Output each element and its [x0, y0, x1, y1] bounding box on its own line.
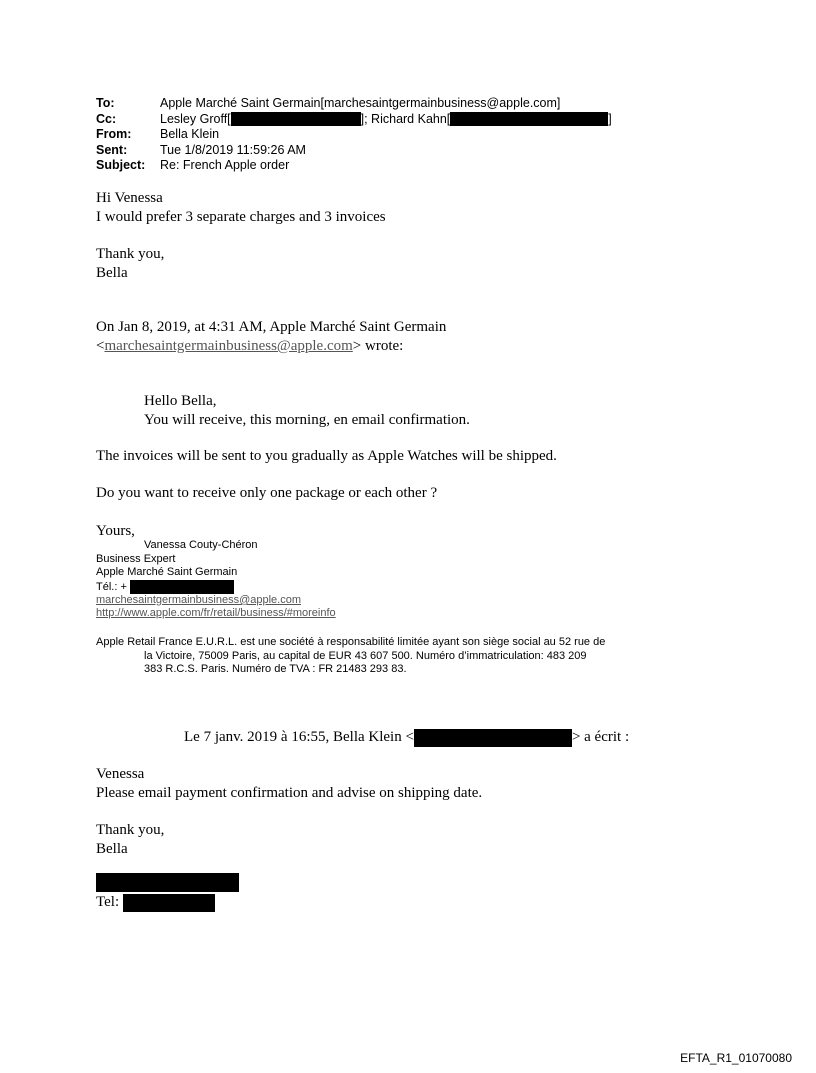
subject-value: Re: French Apple order	[160, 158, 290, 172]
quote1-intro-line: On Jan 8, 2019, at 4:31 AM, Apple Marché Saint Germain	[96, 319, 447, 335]
quote1-receive-line: You will receive, this morning, en email confirmation.	[144, 412, 470, 428]
quote1-hello	[144, 392, 470, 430]
to-row	[96, 96, 612, 112]
disclaimer-line: Apple Retail France E.U.R.L. est une société à responsabilité limitée ayant son siège social au 52 rue de	[96, 636, 606, 648]
redaction-box	[231, 112, 361, 126]
quote2-intro-start: Le 7 janv. 2019 à 16:55, Bella Klein <	[184, 729, 414, 745]
quote2-greeting: Venessa	[96, 766, 145, 782]
quote1-intro-end: > wrote:	[352, 338, 404, 354]
quote2-intro	[184, 728, 629, 747]
redaction-box	[96, 873, 239, 892]
disclaimer-line: la Victoire, 75009 Paris, au capital de EUR 43 607 500. Numéro d’immatriculation: 483 209	[144, 649, 587, 662]
sig-tel-row	[96, 580, 336, 594]
document-id: EFTA_R1_01070080	[680, 1051, 792, 1065]
from-label: From:	[96, 127, 132, 141]
sig-title: Business Expert	[96, 552, 176, 565]
sent-label: Sent:	[96, 142, 128, 157]
cc-label: Cc:	[96, 111, 117, 126]
quote1-intro-lt: <	[96, 338, 105, 354]
to-label: To:	[96, 96, 115, 110]
sig-name: Vanessa Couty-Chéron	[144, 539, 258, 551]
redaction-box	[130, 580, 234, 594]
reply-greeting: Hi Venessa	[96, 190, 163, 206]
quote2-tel-label: Tel:	[96, 894, 120, 910]
quote1-hello-line: Hello Bella,	[144, 393, 217, 409]
reply-line: I would prefer 3 separate charges and 3 invoices	[96, 209, 386, 225]
cc-value	[160, 112, 612, 128]
sent-value: Tue 1/8/2019 11:59:26 AM	[160, 142, 306, 157]
quote2-body	[96, 765, 482, 803]
subject-row	[96, 158, 612, 174]
subject-label: Subject:	[96, 158, 146, 172]
quote2-signoff	[96, 821, 164, 859]
redaction-box	[123, 894, 215, 912]
quote2-thanks: Thank you,	[96, 822, 165, 838]
reply-signoff	[96, 245, 164, 283]
quote1-yours: Yours,	[96, 523, 135, 539]
from-value: Bella Klein	[160, 127, 220, 141]
cc-name-1: Lesley Groff[	[160, 111, 231, 126]
email-header	[96, 96, 612, 174]
quote1-intro-email-line	[96, 337, 446, 356]
sig-store: Apple Marché Saint Germain	[96, 566, 238, 578]
sent-row	[96, 143, 612, 159]
cc-end: ]	[608, 111, 612, 126]
quote1-package: Do you want to receive only one package or each other ?	[96, 485, 438, 501]
signature	[96, 539, 336, 621]
redaction-box	[450, 112, 608, 126]
sender-email-link[interactable]: marchesaintgermainbusiness@apple.com	[104, 338, 353, 354]
reply-name: Bella	[96, 265, 128, 281]
quote2-name: Bella	[96, 841, 128, 857]
sig-tel-label: Tél.: +	[96, 580, 127, 593]
cc-row	[96, 112, 612, 128]
from-row	[96, 127, 612, 143]
quote1-invoices: The invoices will be sent to you gradually as Apple Watches will be shipped.	[96, 448, 557, 464]
reply-thanks: Thank you,	[96, 246, 165, 262]
redaction-box	[414, 729, 572, 747]
cc-separator: ]; Richard Kahn[	[360, 111, 451, 126]
sig-url-link[interactable]: http://www.apple.com/fr/retail/business/#moreinfo	[96, 607, 336, 620]
reply-body	[96, 189, 386, 227]
quote1-intro	[96, 318, 446, 356]
quote2-intro-end: > a écrit :	[571, 729, 630, 745]
disclaimer-line: 383 R.C.S. Paris. Numéro de TVA : FR 21483 293 83.	[144, 663, 407, 675]
quote2-tel-row	[96, 893, 215, 912]
legal-disclaimer	[96, 636, 676, 677]
sig-email-link[interactable]: marchesaintgermainbusiness@apple.com	[96, 593, 301, 606]
quote2-line: Please email payment confirmation and advise on shipping date.	[96, 785, 483, 801]
to-value: Apple Marché Saint Germain[marchesaintgermainbusiness@apple.com]	[160, 96, 561, 110]
